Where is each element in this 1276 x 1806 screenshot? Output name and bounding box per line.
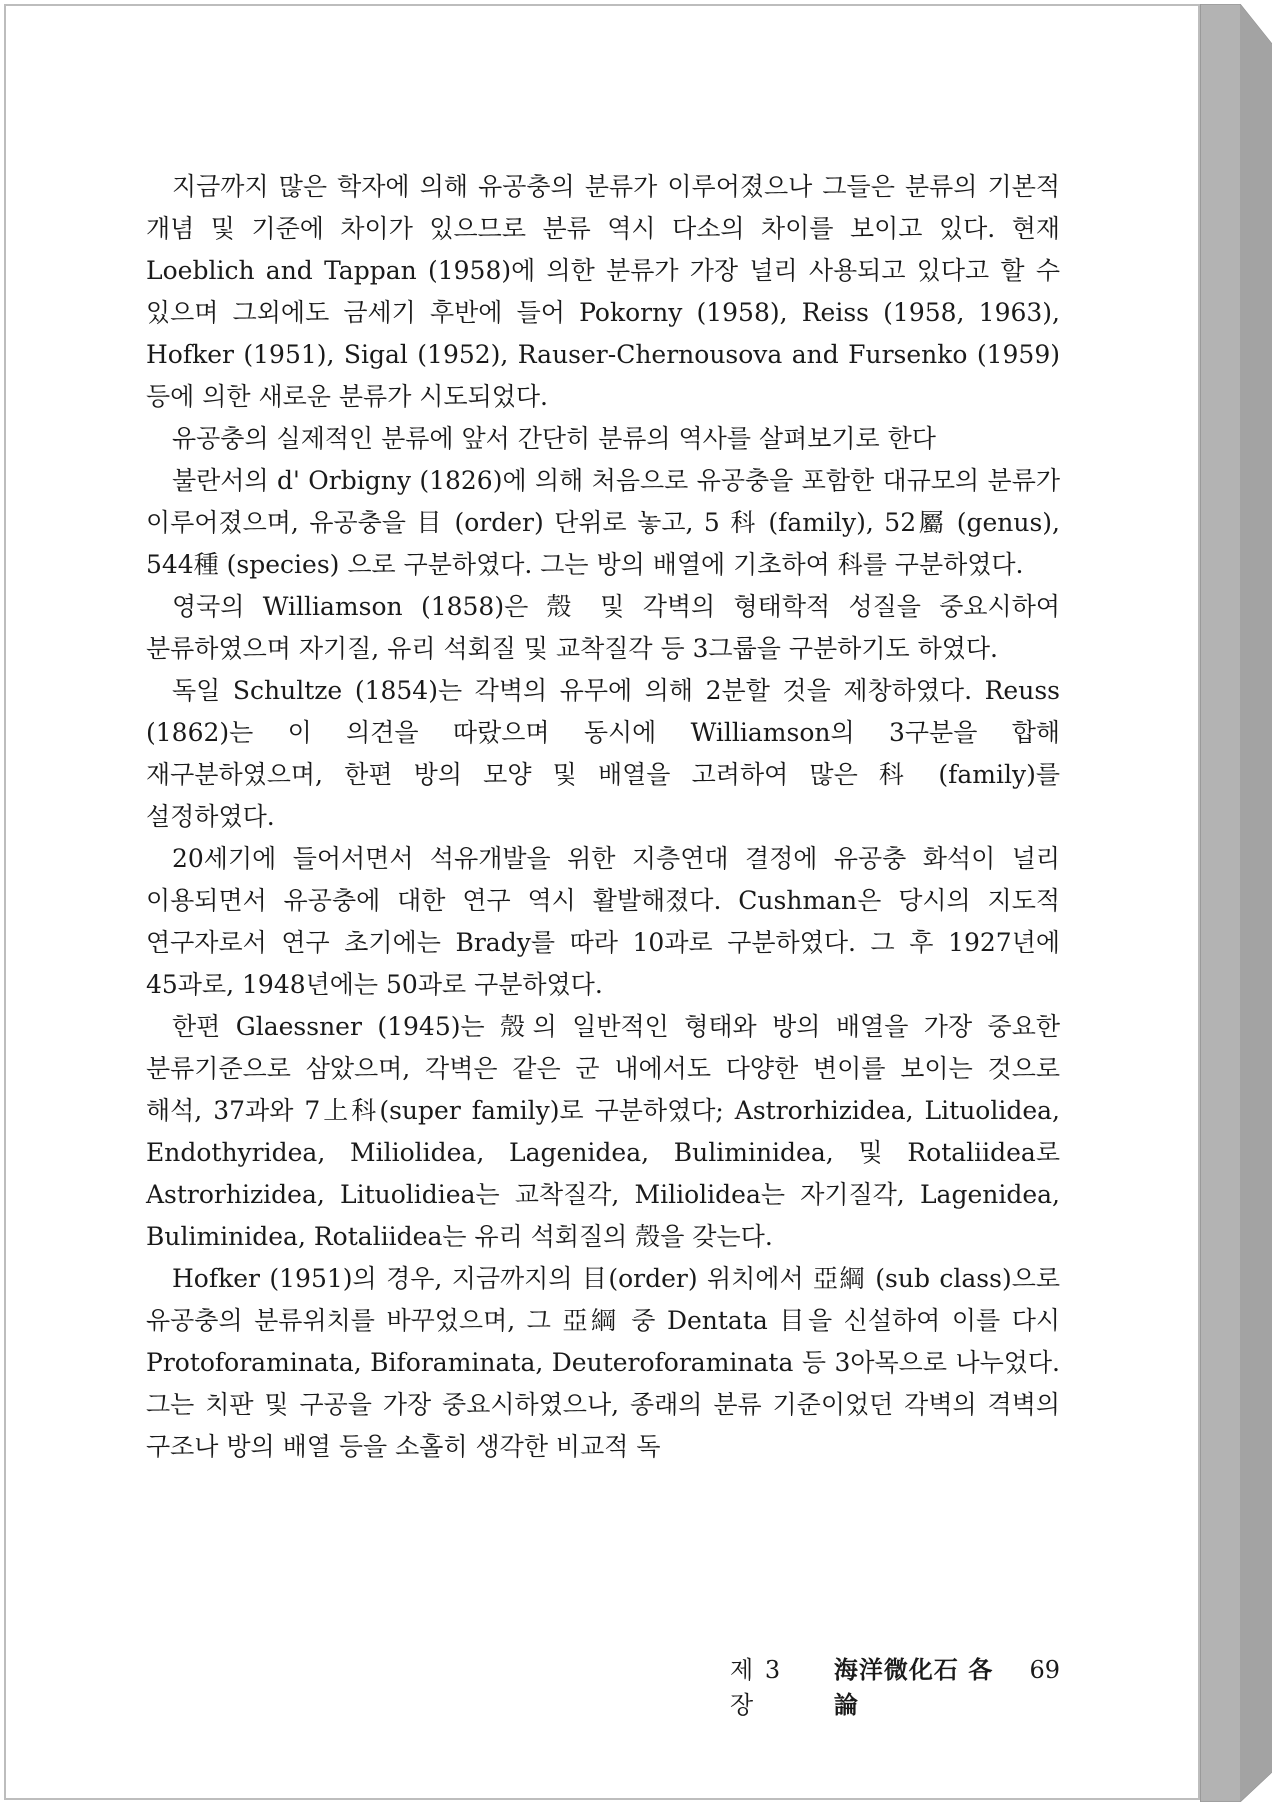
paragraph: 20세기에 들어서면서 석유개발을 위한 지층연대 결정에 유공충 화석이 널리 이용되면서 유공충에 대한 연구 역시 활발해졌다. Cushman은 당시의 지도적 연구자로서 연구 초기에는 Brady를 따라 10과로 구분하였다. 그 후 1927년에 45과로, 1948년에는 50과로 구분하였다. (146, 844, 1060, 999)
body-text (146, 166, 1060, 1468)
chapter-label: 제 3 장 (730, 1656, 783, 1719)
page-number: 69 (1029, 1656, 1060, 1684)
paragraph: 독일 Schultze (1854)는 각벽의 유무에 의해 2분할 것을 제창하였다. Reuss (1862)는 이 의견을 따랐으며 동시에 Williamson의 3구분을 합해 재구분하였으며, 한편 방의 모양 및 배열을 고려하여 많은 科 (family)를 설정하였다. (146, 676, 1060, 831)
running-title: 海洋微化石 各論 (833, 1655, 994, 1719)
paragraph: 한편 Glaessner (1945)는 殼의 일반적인 형태와 방의 배열을 가장 중요한 분류기준으로 삼았으며, 각벽은 같은 군 내에서도 다양한 변이를 보이는 것으로 해석, 37과와 7上科(super family)로 구분하였다; Astrorhizidea, Lituolidea, Endothyridea, Miliolidea, Lagenidea, Buliminidea, 및 Rotaliidea로 Astrorhizidea, Lituolidiea는 교착질각, Miliolidea는 자기질각, Lagenidea, Buliminidea, Rotaliidea는 유리 석회질의 殼을 갖는다. (146, 1012, 1060, 1251)
paragraph: 유공충의 실제적인 분류에 앞서 간단히 분류의 역사를 살펴보기로 한다 (172, 424, 936, 453)
paragraph: 불란서의 d' Orbigny (1826)에 의해 처음으로 유공충을 포함한 대규모의 분류가 이루어졌으며, 유공충을 目 (order) 단위로 놓고, 5 科 (family), 52屬 (genus), 544種 (species) 으로 구분하였다. 그는 방의 배열에 기초하여 科를 구분하였다. (146, 466, 1060, 579)
paragraph: 지금까지 많은 학자에 의해 유공충의 분류가 이루어졌으나 그들은 분류의 기본적 개념 및 기준에 차이가 있으므로 분류 역시 다소의 차이를 보이고 있다. 현재 Loeblich and Tappan (1958)에 의한 분류가 가장 널리 사용되고 있다고 할 수 있으며 그외에도 금세기 후반에 들어 Pokorny (1958), Reiss (1958, 1963), Hofker (1951), Sigal (1952), Rauser-Chernousova and Fursenko (1959) 등에 의한 새로운 분류가 시도되었다. (146, 172, 1060, 411)
paragraph: 영국의 Williamson (1858)은 殼 및 각벽의 형태학적 성질을 중요시하여 분류하였으며 자기질, 유리 석회질 및 교착질각 등 3그룹을 구분하기도 하였다. (146, 592, 1060, 663)
paragraph: Hofker (1951)의 경우, 지금까지의 目(order) 위치에서 亞綱 (sub class)으로 유공충의 분류위치를 바꾸었으며, 그 亞綱 중 Dentata 目을 신설하여 이를 다시 Protoforaminata, Biforaminata, Deuteroforaminata 등 3아목으로 나누었다. 그는 치판 및 구공을 가장 중요시하였으나, 종래의 분류 기준이었던 각벽의 격벽의 구조나 방의 배열 등을 소홀히 생각한 비교적 독 (146, 1264, 1060, 1461)
page-footer (730, 1650, 1060, 1720)
book-edge (1200, 4, 1272, 1802)
